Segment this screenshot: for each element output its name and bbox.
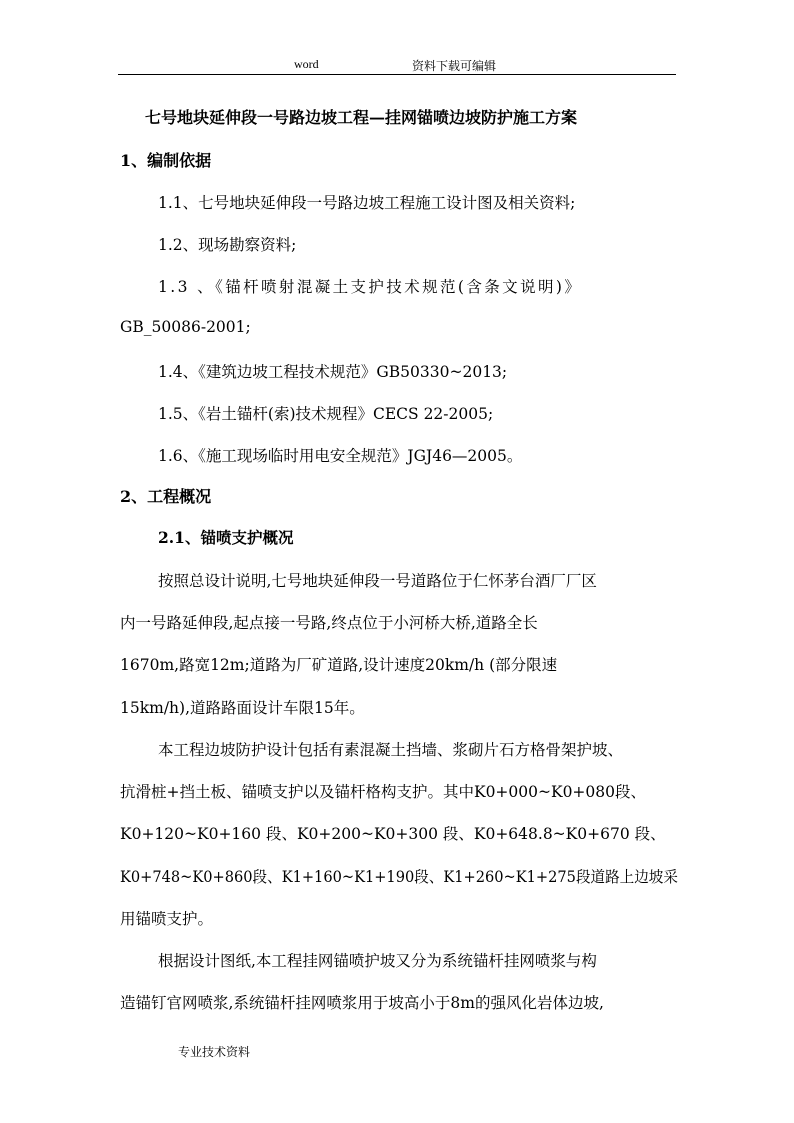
- para1-line-4: 15km/h),道路路面设计车限15年。: [120, 699, 365, 717]
- document-title: 七号地块延伸段一号路边坡工程—挂网锚喷边坡防护施工方案: [145, 108, 578, 127]
- para2-line-3: K0+120~K0+160 段、K0+200~K0+300 段、K0+648.8~K0+670 段、: [120, 825, 666, 843]
- basis-item-4: 1.4、《建筑边坡工程技术规范》GB50330~2013;: [158, 363, 508, 381]
- basis-item-3-cont: GB_50086-2001;: [120, 318, 251, 336]
- section-1-heading: 1、编制依据: [120, 151, 212, 170]
- basis-item-5: 1.5、《岩土锚杆(索)技术规程》CECS 22-2005;: [158, 405, 494, 423]
- para1-line-2: 内一号路延伸段,起点接一号路,终点位于小河桥大桥,道路全长: [120, 614, 538, 632]
- para2-line-1: 本工程边坡防护设计包括有素混凝土挡墙、浆砌片石方格骨架护坡、: [158, 741, 624, 759]
- section-2-heading: 2、工程概况: [120, 487, 212, 506]
- para1-line-1: 按照总设计说明,七号地块延伸段一号道路位于仁怀茅台酒厂厂区: [158, 572, 597, 590]
- header-left-text: word: [294, 57, 319, 71]
- section-2-1-heading: 2.1、锚喷支护概况: [158, 528, 294, 547]
- para2-line-2: 抗滑桩+挡土板、锚喷支护以及锚杆格构支护。其中K0+000~K0+080段、: [120, 783, 647, 801]
- basis-item-2: 1.2、现场勘察资料;: [158, 236, 297, 254]
- para2-line-4: K0+748~K0+860段、K1+160~K1+190段、K1+260~K1+275段道路上边坡采: [120, 868, 678, 886]
- para2-line-5: 用锚喷支护。: [120, 910, 214, 928]
- basis-item-3: 1.3 、《锚杆喷射混凝土支护技术规范(含条文说明)》: [158, 278, 583, 296]
- basis-item-1: 1.1、七号地块延伸段一号路边坡工程施工设计图及相关资料;: [158, 194, 576, 212]
- header-divider: [118, 74, 676, 75]
- header-right-text: 资料下载可编辑: [412, 59, 497, 73]
- footer-text: 专业技术资料: [178, 1045, 251, 1059]
- para3-line-2: 造锚钉官网喷浆,系统锚杆挂网喷浆用于坡高小于8m的强风化岩体边坡,: [120, 994, 604, 1012]
- basis-item-6: 1.6、《施工现场临时用电安全规范》JGJ46—2005。: [158, 447, 523, 465]
- para1-line-3: 1670m,路宽12m;道路为厂矿道路,设计速度20km/h (部分限速: [120, 656, 558, 674]
- para3-line-1: 根据设计图纸,本工程挂网锚喷护坡又分为系统锚杆挂网喷浆与构: [158, 952, 597, 970]
